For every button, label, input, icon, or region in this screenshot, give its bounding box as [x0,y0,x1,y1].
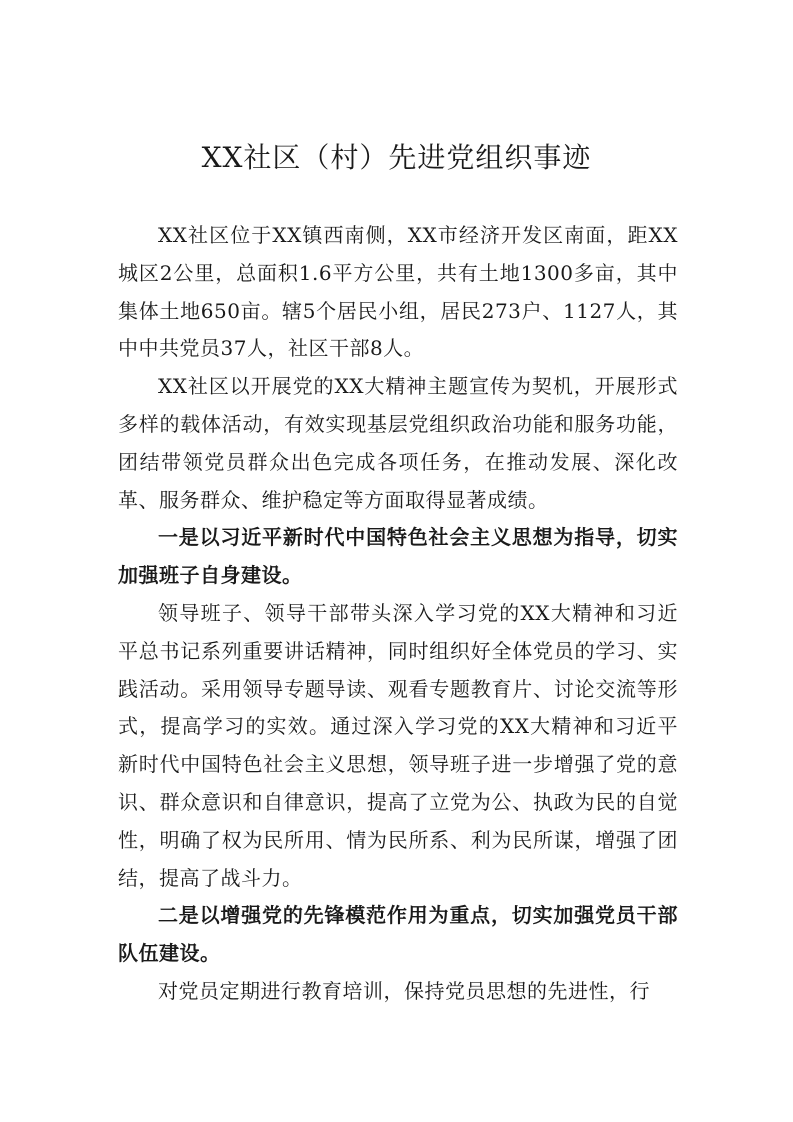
document-title: XX社区（村）先进党组织事迹 [201,141,592,174]
paragraph-location-overview: XX社区位于XX镇西南侧，XX市经济开发区南面，距XX城区2公里，总面积1.6平方公里，共有土地1300多亩，其中集体土地650亩。辖5个居民小组，居民273户、1127人，其中中共党员37人，社区干部8人。 [118,223,678,361]
paragraph-leadership-study: 领导班子、领导干部带头深入学习党的XX大精神和习近平总书记系列重要讲话精神，同时组织好全体党员的学习、实践活动。采用领导专题导读、观看专题教育片、讨论交流等形式，提高学习的实效。通过深入学习党的XX大精神和习近平新时代中国特色社会主义思想，领导班子进一步增强了党的意识、群众意识和自律意识，提高了立党为公、执政为民的自觉性，明确了权为民所用、情为民所系、利为民所谋，增强了团结，提高了战斗力。 [118,600,678,890]
section-heading-party-members: 二是以增强党的先锋模范作用为重点，切实加强党员干部队伍建设。 [118,903,678,966]
section-heading-leadership: 一是以习近平新时代中国特色社会主义思想为指导，切实加强班子自身建设。 [118,525,678,588]
paragraph-achievements: XX社区以开展党的XX大精神主题宣传为契机，开展形式多样的载体活动，有效实现基层党组织政治功能和服务功能，团结带领党员群众出色完成各项任务，在推动发展、深化改革、服务群众、维护稳定等方面取得显著成绩。 [118,374,678,512]
document-body [118,217,678,1011]
paragraph-member-training: 对党员定期进行教育培训，保持党员思想的先进性，行 [158,978,650,1003]
